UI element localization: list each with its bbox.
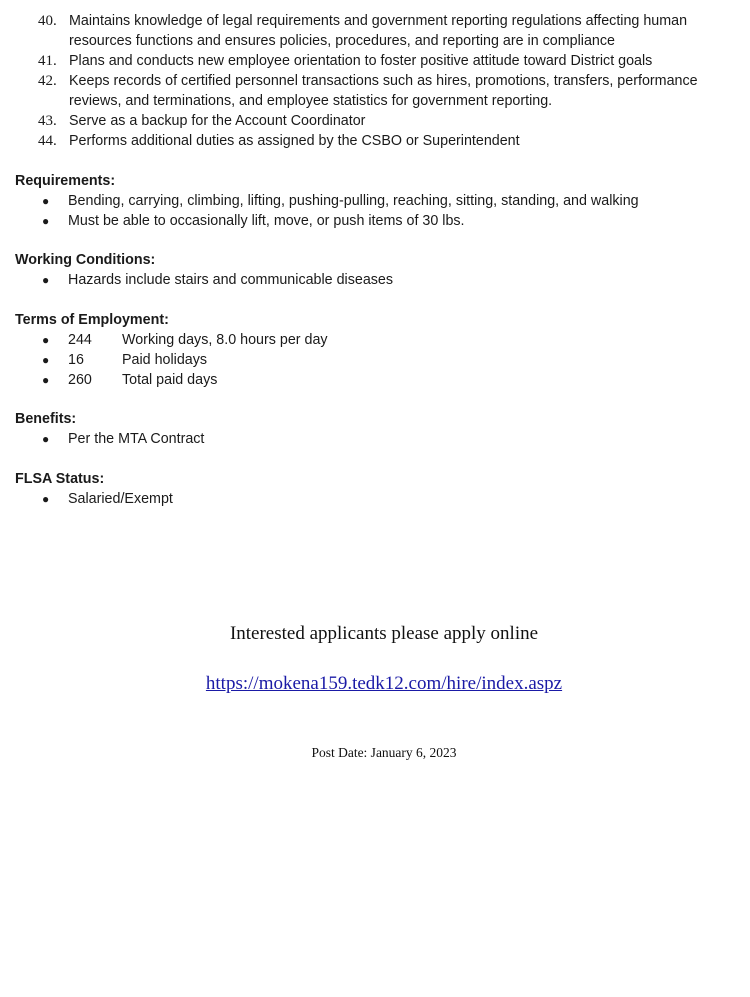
list-item xyxy=(15,330,735,350)
working-condition-text: Hazards include stairs and communicable diseases xyxy=(68,272,394,288)
duty-number: 41. xyxy=(38,53,57,69)
requirement-text: Must be able to occasionally lift, move, or push items of 30 lbs. xyxy=(68,213,465,229)
term-number: 260 xyxy=(68,372,92,388)
term-text: Working days, 8.0 hours per day xyxy=(122,332,328,348)
term-number: 16 xyxy=(68,352,84,368)
terms-section xyxy=(15,310,735,390)
bullet-icon: ● xyxy=(42,194,50,208)
duty-item xyxy=(38,111,738,131)
post-date: Post Date: January 6, 2023 xyxy=(311,745,457,760)
term-number: 244 xyxy=(68,332,92,348)
requirements-section xyxy=(15,171,735,231)
list-item xyxy=(15,350,735,370)
flsa-heading: FLSA Status: xyxy=(15,471,105,487)
bullet-icon: ● xyxy=(42,333,50,347)
apply-link-container xyxy=(0,673,750,695)
flsa-section xyxy=(15,469,735,509)
term-text: Paid holidays xyxy=(122,352,208,368)
duty-number: 44. xyxy=(38,133,57,149)
duty-text: Plans and conducts new employee orientation to foster positive attitude toward District goals xyxy=(69,53,653,69)
benefits-heading: Benefits: xyxy=(15,411,77,427)
requirement-text: Bending, carrying, climbing, lifting, pushing-pulling, reaching, sitting, standing, and walking xyxy=(68,193,639,209)
bullet-icon: ● xyxy=(42,373,50,387)
list-item xyxy=(15,211,735,231)
duty-number: 40. xyxy=(38,13,57,29)
term-text: Total paid days xyxy=(122,372,218,388)
duty-item xyxy=(38,11,738,51)
duty-text: Performs additional duties as assigned by the CSBO or Superintendent xyxy=(69,133,520,149)
flsa-text: Salaried/Exempt xyxy=(68,491,173,507)
duty-number: 43. xyxy=(38,113,57,129)
bullet-icon: ● xyxy=(42,214,50,228)
list-item xyxy=(15,429,735,449)
list-item xyxy=(15,270,735,290)
list-item xyxy=(15,489,735,509)
duty-number: 42. xyxy=(38,73,57,89)
duty-text: Keeps records of certified personnel transactions such as hires, promotions, transfers, performance reviews, and terminations, and employee statistics for government reporting. xyxy=(69,73,698,109)
working-conditions-section xyxy=(15,250,735,290)
bullet-icon: ● xyxy=(42,273,50,287)
list-item xyxy=(15,370,735,390)
list-item xyxy=(15,191,735,211)
duty-text: Maintains knowledge of legal requirements and government reporting regulations affecting human resources functions and ensures policies, procedures, and reporting are in compliance xyxy=(69,13,688,49)
requirements-heading: Requirements: xyxy=(15,173,116,189)
bullet-icon: ● xyxy=(42,353,50,367)
apply-instructions: Interested applicants please apply online xyxy=(229,623,539,644)
working-conditions-heading: Working Conditions: xyxy=(15,252,156,268)
apply-link[interactable]: https://mokena159.tedk12.com/hire/index.aspz xyxy=(205,673,563,694)
benefit-text: Per the MTA Contract xyxy=(68,431,205,447)
terms-heading: Terms of Employment: xyxy=(15,312,169,328)
duty-item xyxy=(38,131,738,151)
bullet-icon: ● xyxy=(42,492,50,506)
duty-text: Serve as a backup for the Account Coordinator xyxy=(69,113,366,129)
duty-item xyxy=(38,71,738,111)
duty-item xyxy=(38,51,738,71)
bullet-icon: ● xyxy=(42,432,50,446)
benefits-section xyxy=(15,409,735,449)
duties-list xyxy=(38,11,738,151)
